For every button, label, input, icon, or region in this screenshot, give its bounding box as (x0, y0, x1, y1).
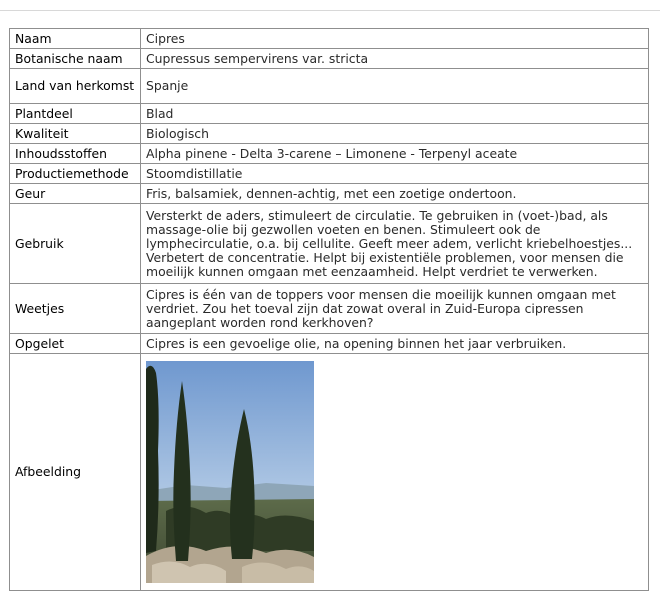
label-plantdeel: Plantdeel (10, 104, 141, 124)
label-naam: Naam (10, 29, 141, 49)
value-inhoudsstoffen: Alpha pinene - Delta 3-carene – Limonene - Terpenyl aceate (141, 144, 649, 164)
label-opgelet: Opgelet (10, 334, 141, 354)
row-naam (10, 29, 649, 49)
value-botanische-naam: Cupressus sempervirens var. stricta (141, 49, 649, 69)
value-gebruik: Versterkt de aders, stimuleert de circulatie. Te gebruiken in (voet-)bad, als massage-olie bij gezwollen voeten en benen. Stimuleert ook de lymphecirculatie, o.a. bij cellulite. Geeft meer adem, verlicht kriebelhoestjes... Verbetert de concentratie. Helpt bij existentiële problemen, voor mensen die moeilijk kunnen omgaan met eenzaamheid. Helpt verdriet te verwerken. (141, 204, 649, 284)
row-inhoudsstoffen (10, 144, 649, 164)
top-rule (0, 10, 660, 11)
value-opgelet: Cipres is een gevoelige olie, na opening binnen het jaar verbruiken. (141, 334, 649, 354)
value-kwaliteit: Biologisch (141, 124, 649, 144)
scan-top-edge (0, 0, 660, 14)
essential-oil-sheet (9, 28, 649, 591)
value-plantdeel: Blad (141, 104, 649, 124)
value-land-van-herkomst: Spanje (141, 69, 649, 104)
label-kwaliteit: Kwaliteit (10, 124, 141, 144)
row-opgelet (10, 334, 649, 354)
cypress-photo (146, 361, 314, 583)
label-afbeelding: Afbeelding (10, 354, 141, 591)
row-weetjes (10, 284, 649, 334)
value-productiemethode: Stoomdistillatie (141, 164, 649, 184)
row-afbeelding (10, 354, 649, 591)
label-weetjes: Weetjes (10, 284, 141, 334)
label-land-van-herkomst: Land van herkomst (10, 69, 141, 104)
label-productiemethode: Productiemethode (10, 164, 141, 184)
label-geur: Geur (10, 184, 141, 204)
label-gebruik: Gebruik (10, 204, 141, 284)
row-plantdeel (10, 104, 649, 124)
value-weetjes: Cipres is één van de toppers voor mensen die moeilijk kunnen omgaan met verdriet. Zou het toeval zijn dat zowat overal in Zuid-Europa cipressen aangeplant worden rond kerkhoven? (141, 284, 649, 334)
row-gebruik (10, 204, 649, 284)
label-inhoudsstoffen: Inhoudsstoffen (10, 144, 141, 164)
row-kwaliteit (10, 124, 649, 144)
label-botanische-naam: Botanische naam (10, 49, 141, 69)
value-afbeelding (141, 354, 649, 591)
row-land-van-herkomst (10, 69, 649, 104)
value-naam: Cipres (141, 29, 649, 49)
value-geur: Fris, balsamiek, dennen-achtig, met een zoetige ondertoon. (141, 184, 649, 204)
row-botanische-naam (10, 49, 649, 69)
row-productiemethode (10, 164, 649, 184)
row-geur (10, 184, 649, 204)
